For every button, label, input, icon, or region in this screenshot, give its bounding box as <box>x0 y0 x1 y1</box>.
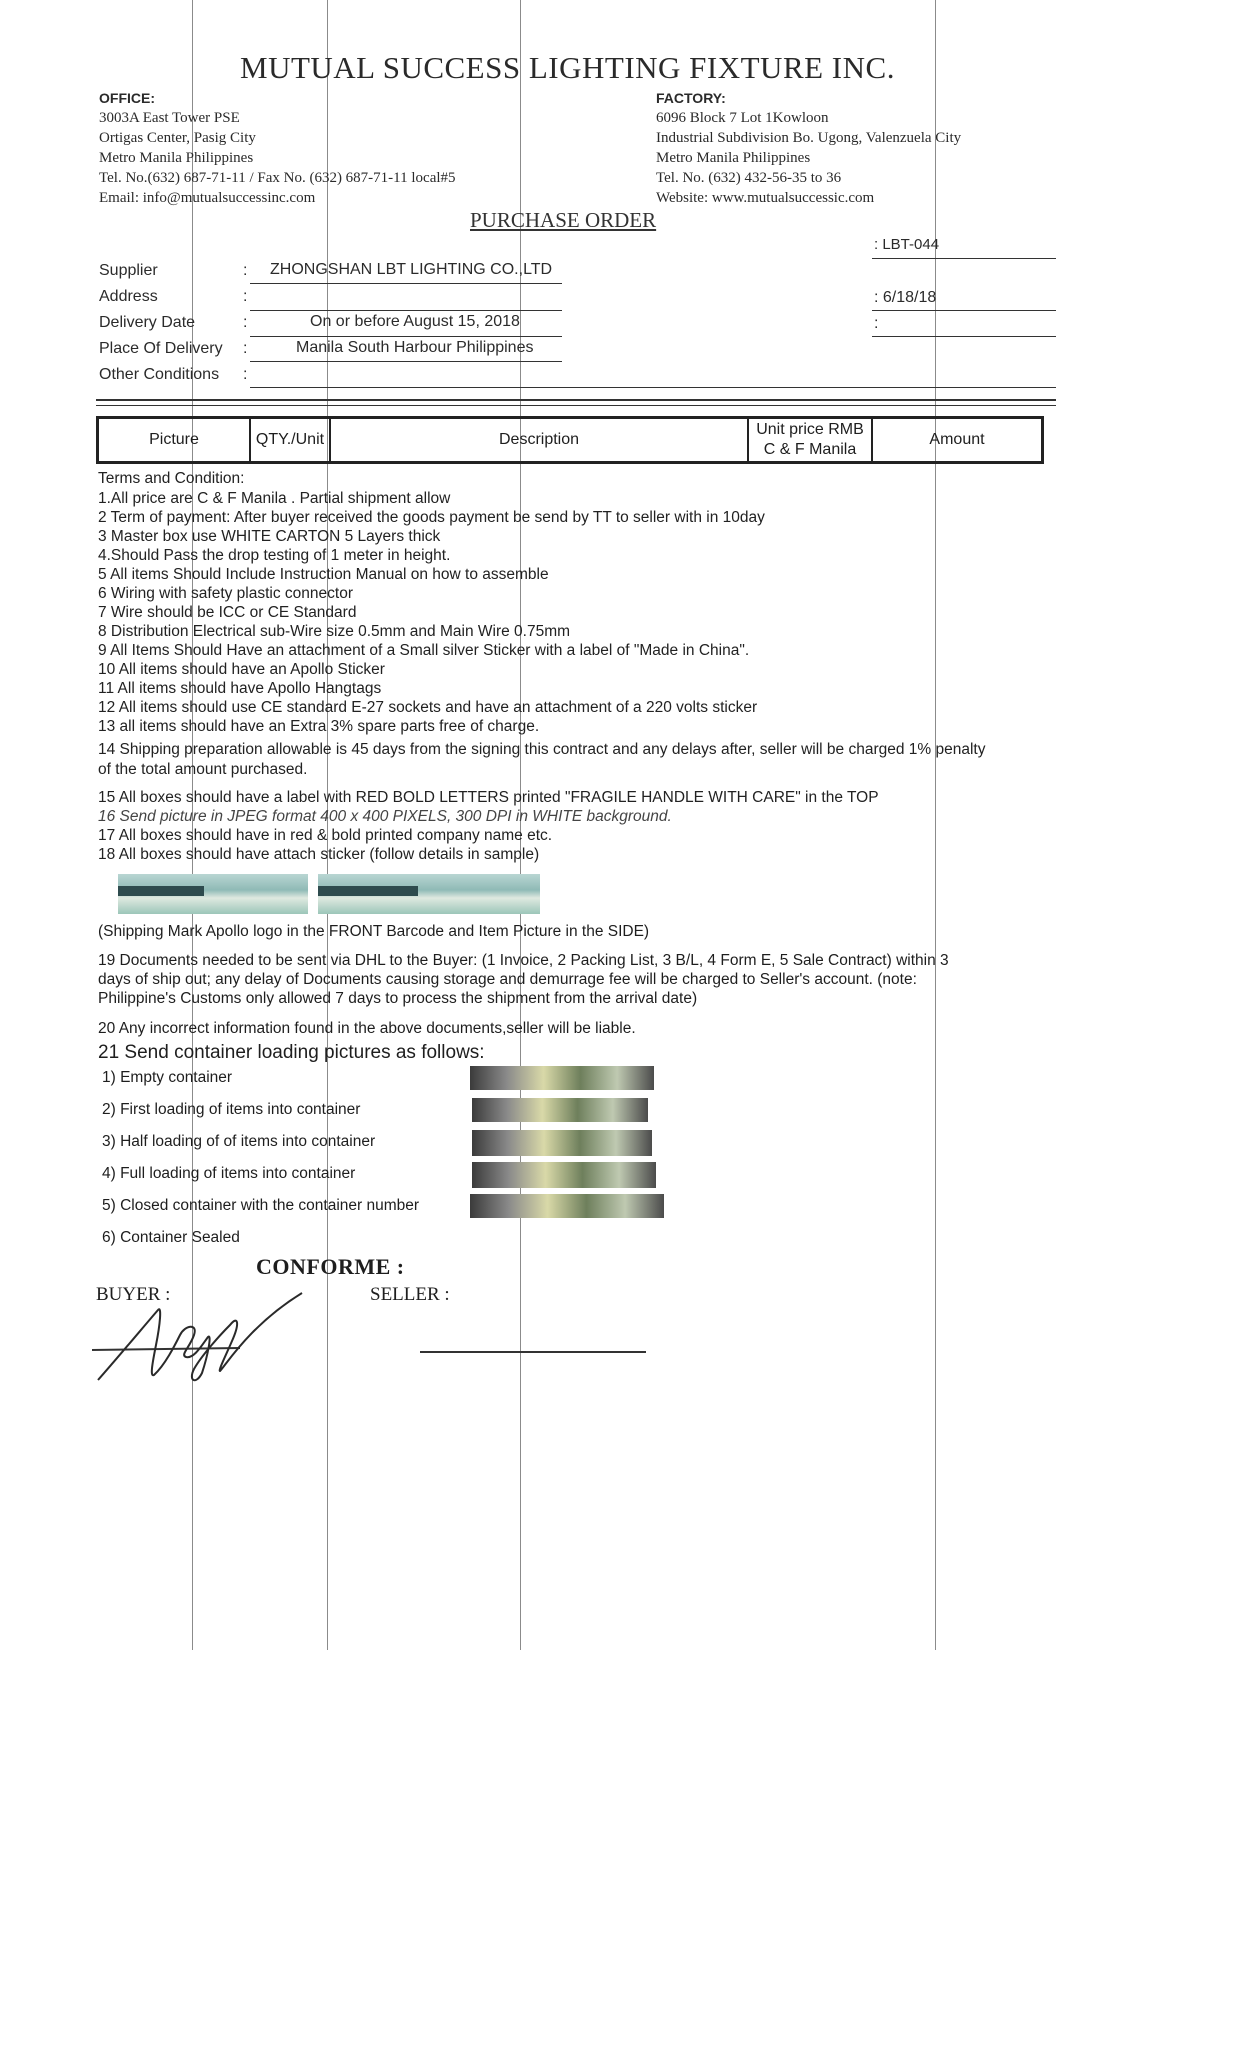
loading-step: 3) Half loading of of items into container <box>102 1133 376 1150</box>
term-item: 17 All boxes should have in red & bold printed company name etc. <box>98 827 553 844</box>
container-photo <box>470 1066 654 1090</box>
container-photo <box>472 1098 648 1122</box>
po-date: : 6/18/18 <box>874 289 937 306</box>
col-picture: Picture <box>99 419 251 461</box>
col-unit-price-line1: Unit price RMB <box>756 421 864 438</box>
col-unit-price <box>749 419 873 461</box>
factory-line: Tel. No. (632) 432-56-35 to 36 <box>656 170 842 186</box>
col-qty: QTY./Unit <box>251 419 331 461</box>
office-block <box>99 88 456 208</box>
office-line: Metro Manila Philippines <box>99 150 254 166</box>
container-photo <box>472 1162 656 1188</box>
office-line: 3003A East Tower PSE <box>99 110 240 126</box>
factory-block <box>656 88 961 208</box>
term-item: 2 Term of payment: After buyer received the goods payment be send by TT to seller with in 10day <box>98 509 765 526</box>
office-line: Email: info@mutualsuccessinc.com <box>99 190 316 206</box>
term-item: 8 Distribution Electrical sub-Wire size 0.5mm and Main Wire 0.75mm <box>98 623 571 640</box>
buyer-label: BUYER : <box>96 1284 171 1305</box>
place-of-delivery-label: Place Of Delivery <box>99 340 223 357</box>
field-colon: : <box>243 262 248 279</box>
col-unit-price-line2: C & F Manila <box>763 441 857 458</box>
term-item: 9 All Items Should Have an attachment of a Small silver Sticker with a label of "Made in China". <box>98 642 750 659</box>
terms-heading: Terms and Condition: <box>98 470 245 487</box>
purchase-order-title: PURCHASE ORDER <box>470 208 657 232</box>
term-item: 15 All boxes should have a label with RED BOLD LETTERS printed "FRAGILE HANDLE WITH CARE" in the TOP <box>98 789 879 806</box>
term-item: 11 All items should have Apollo Hangtags <box>98 680 382 697</box>
term-item: 10 All items should have an Apollo Sticker <box>98 661 385 678</box>
field-colon: : <box>243 366 248 383</box>
col-description: Description <box>331 419 749 461</box>
office-heading: OFFICE: <box>99 90 155 106</box>
conforme-heading: CONFORME : <box>256 1254 405 1279</box>
term-20: 20 Any incorrect information found in the above documents,seller will be liable. <box>98 1020 636 1037</box>
term-19-line: 19 Documents needed to be sent via DHL to the Buyer: (1 Invoice, 2 Packing List, 3 B/L, 4 Form E, 5 Sale Contract) within 3 <box>98 952 949 969</box>
field-colon: : <box>243 340 248 357</box>
term-21: 21 Send container loading pictures as follows: <box>98 1042 485 1063</box>
term-item: 1.All price are C & F Manila . Partial shipment allow <box>98 490 451 507</box>
container-photo <box>470 1194 664 1218</box>
po-blank-field: : <box>874 315 879 332</box>
shipping-mark-note: (Shipping Mark Apollo logo in the FRONT Barcode and Item Picture in the SIDE) <box>98 923 650 940</box>
factory-line: Website: www.mutualsuccessic.com <box>656 190 875 206</box>
term-item: 6 Wiring with safety plastic connector <box>98 585 353 602</box>
sample-sticker-image <box>118 874 308 914</box>
factory-line: Industrial Subdivision Bo. Ugong, Valenzuela City <box>656 130 962 146</box>
company-name: MUTUAL SUCCESS LIGHTING FIXTURE INC. <box>240 50 895 85</box>
col-amount: Amount <box>929 431 985 448</box>
loading-step: 2) First loading of items into container <box>102 1101 361 1118</box>
delivery-date-label: Delivery Date <box>99 314 196 331</box>
loading-step: 5) Closed container with the container number <box>102 1197 420 1214</box>
field-colon: : <box>243 314 248 331</box>
seller-label: SELLER : <box>370 1284 450 1305</box>
address-label: Address <box>99 288 158 305</box>
factory-heading: FACTORY: <box>656 90 726 106</box>
term-item: of the total amount purchased. <box>98 761 308 778</box>
field-colon: : <box>243 288 248 305</box>
term-item: 16 Send picture in JPEG format 400 x 400 PIXELS, 300 DPI in WHITE background. <box>98 808 672 825</box>
delivery-date-value: On or before August 15, 2018 <box>310 313 520 330</box>
po-number: : LBT-044 <box>874 236 940 253</box>
term-item: 18 All boxes should have attach sticker (follow details in sample) <box>98 846 540 863</box>
container-photo <box>472 1130 652 1156</box>
term-item: 5 All items Should Include Instruction Manual on how to assemble <box>98 566 549 583</box>
term-19-line: Philippine's Customs only allowed 7 days to process the shipment from the arrival date) <box>98 990 698 1007</box>
factory-line: 6096 Block 7 Lot 1Kowloon <box>656 110 829 126</box>
items-table-header <box>96 416 1044 464</box>
loading-step: 1) Empty container <box>102 1069 233 1086</box>
buyer-signature <box>90 1285 320 1395</box>
term-item: 14 Shipping preparation allowable is 45 days from the signing this contract and any delays after, seller will be charged 1% penalty <box>98 741 986 758</box>
place-of-delivery-value: Manila South Harbour Philippines <box>296 339 534 356</box>
term-item: 7 Wire should be ICC or CE Standard <box>98 604 357 621</box>
other-conditions-label: Other Conditions <box>99 366 220 383</box>
supplier-value: ZHONGSHAN LBT LIGHTING CO.,LTD <box>270 261 553 278</box>
office-line: Tel. No.(632) 687-71-11 / Fax No. (632) 687-71-11 local#5 <box>99 170 456 186</box>
office-line: Ortigas Center, Pasig City <box>99 130 256 146</box>
term-item: 4.Should Pass the drop testing of 1 meter in height. <box>98 547 451 564</box>
term-19 <box>98 951 949 1008</box>
loading-step: 6) Container Sealed <box>102 1229 240 1246</box>
supplier-label: Supplier <box>99 262 158 279</box>
term-item: 12 All items should use CE standard E-27 sockets and have an attachment of a 220 volts sticker <box>98 699 758 716</box>
term-item: 13 all items should have an Extra 3% spare parts free of charge. <box>98 718 540 735</box>
factory-line: Metro Manila Philippines <box>656 150 811 166</box>
sample-sticker-image <box>318 874 540 914</box>
loading-step: 4) Full loading of items into container <box>102 1165 356 1182</box>
term-item: 3 Master box use WHITE CARTON 5 Layers thick <box>98 528 441 545</box>
term-19-line: days of ship out; any delay of Documents causing storage and demurrage fee will be charged to Seller's account. (note: <box>98 971 917 988</box>
